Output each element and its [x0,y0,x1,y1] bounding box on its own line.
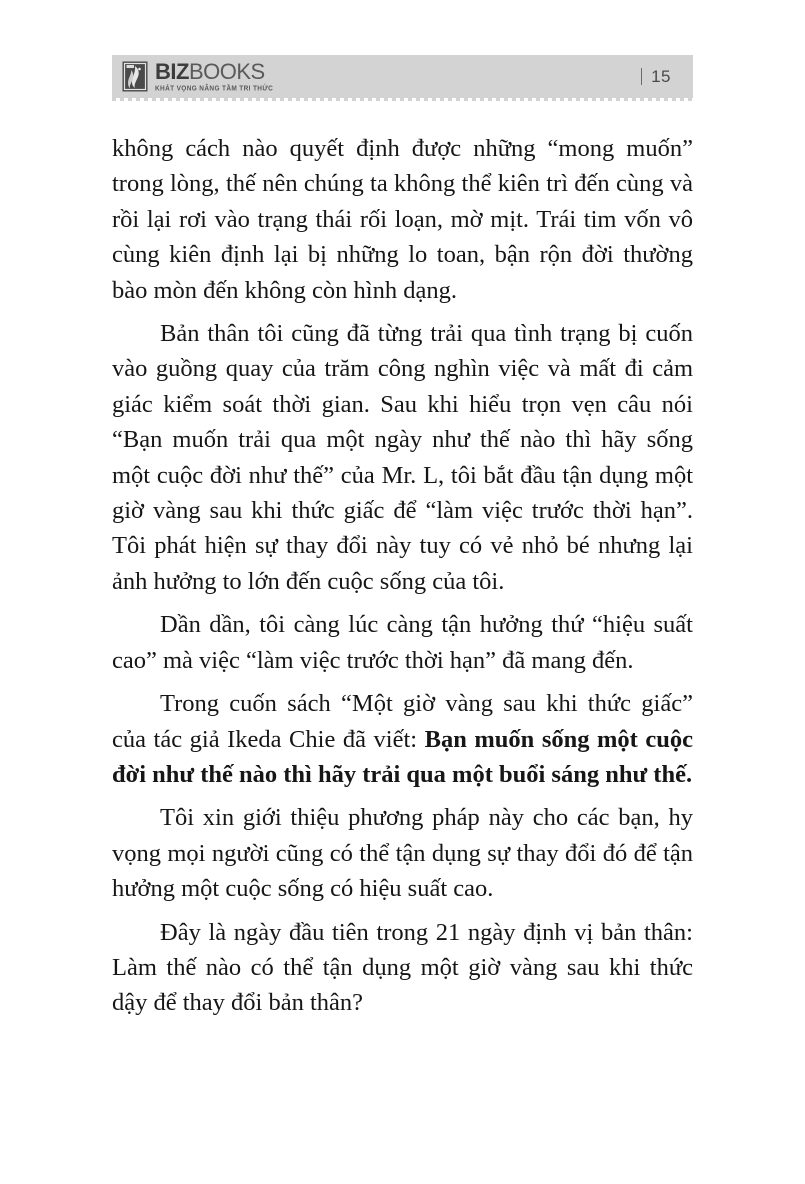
brand-wordmark [155,58,273,84]
brand-text-block [155,58,274,93]
paragraph-1: không cách nào quyết định được những “mong muốn” trong lòng, thế nên chúng ta không thể kiên trì đến cùng và rồi lại rơi vào trạng thái rối loạn, mờ mịt. Trái tim vốn vô cùng kiên định lại bị những lo toan, bận rộn đời thường bào mòn đến không còn hình dạng. [112,135,693,304]
page-body [112,131,693,1021]
brand-logo [112,55,273,98]
folio-divider [641,68,643,85]
brand-tagline: KHÁT VỌNG NÂNG TẦM TRI THỨC [155,84,274,93]
paragraph-5: Tôi xin giới thiệu phương pháp này cho các bạn, hy vọng mọi người cũng có thể tận dụng sự thay đổi đó để tận hưởng một cuộc sống có hiệu suất cao. [112,804,693,903]
page-number: 15 [651,66,671,86]
paragraph-4 [112,686,693,792]
paragraph-4-emphasis: Bạn muốn sống một cuộc đời như thế nào thì hãy trải qua một buổi sáng như thế. [112,725,693,788]
paragraph-2: Bản thân tôi cũng đã từng trải qua tình trạng bị cuốn vào guồng quay của trăm công nghìn việc và mất đi cảm giác kiểm soát thời gian. Sau khi hiểu trọn vẹn câu nói “Bạn muốn trải qua một ngày như thế nào thì hãy sống một cuộc đời như thế” của Mr. L, tôi bắt đầu tận dụng một giờ vàng sau khi thức giấc để “làm việc trước thời hạn”. Tôi phát hiện sự thay đổi này tuy có vẻ nhỏ bé nhưng lại ảnh hưởng to lớn đến cuộc sống của tôi. [112,320,693,595]
paragraph-6: Đây là ngày đầu tiên trong 21 ngày định vị bản thân: Làm thế nào có thể tận dụng một giờ vàng sau khi thức dậy để thay đổi bản thân? [112,918,693,1017]
brand-word-biz: BIZ [155,58,189,84]
paragraph-3: Dần dần, tôi càng lúc càng tận hưởng thứ “hiệu suất cao” mà việc “làm việc trước thời hạn” đã mang đến. [112,611,693,674]
page-number-group [641,67,693,87]
brand-word-books: BOOKS [188,58,265,84]
book-emblem-icon [122,61,148,92]
page-header [112,55,693,98]
paragraph-4-lead: Trong cuốn sách “Một giờ vàng sau khi thức giấc” của tác giả Ikeda Chie đã viết: [112,690,693,753]
